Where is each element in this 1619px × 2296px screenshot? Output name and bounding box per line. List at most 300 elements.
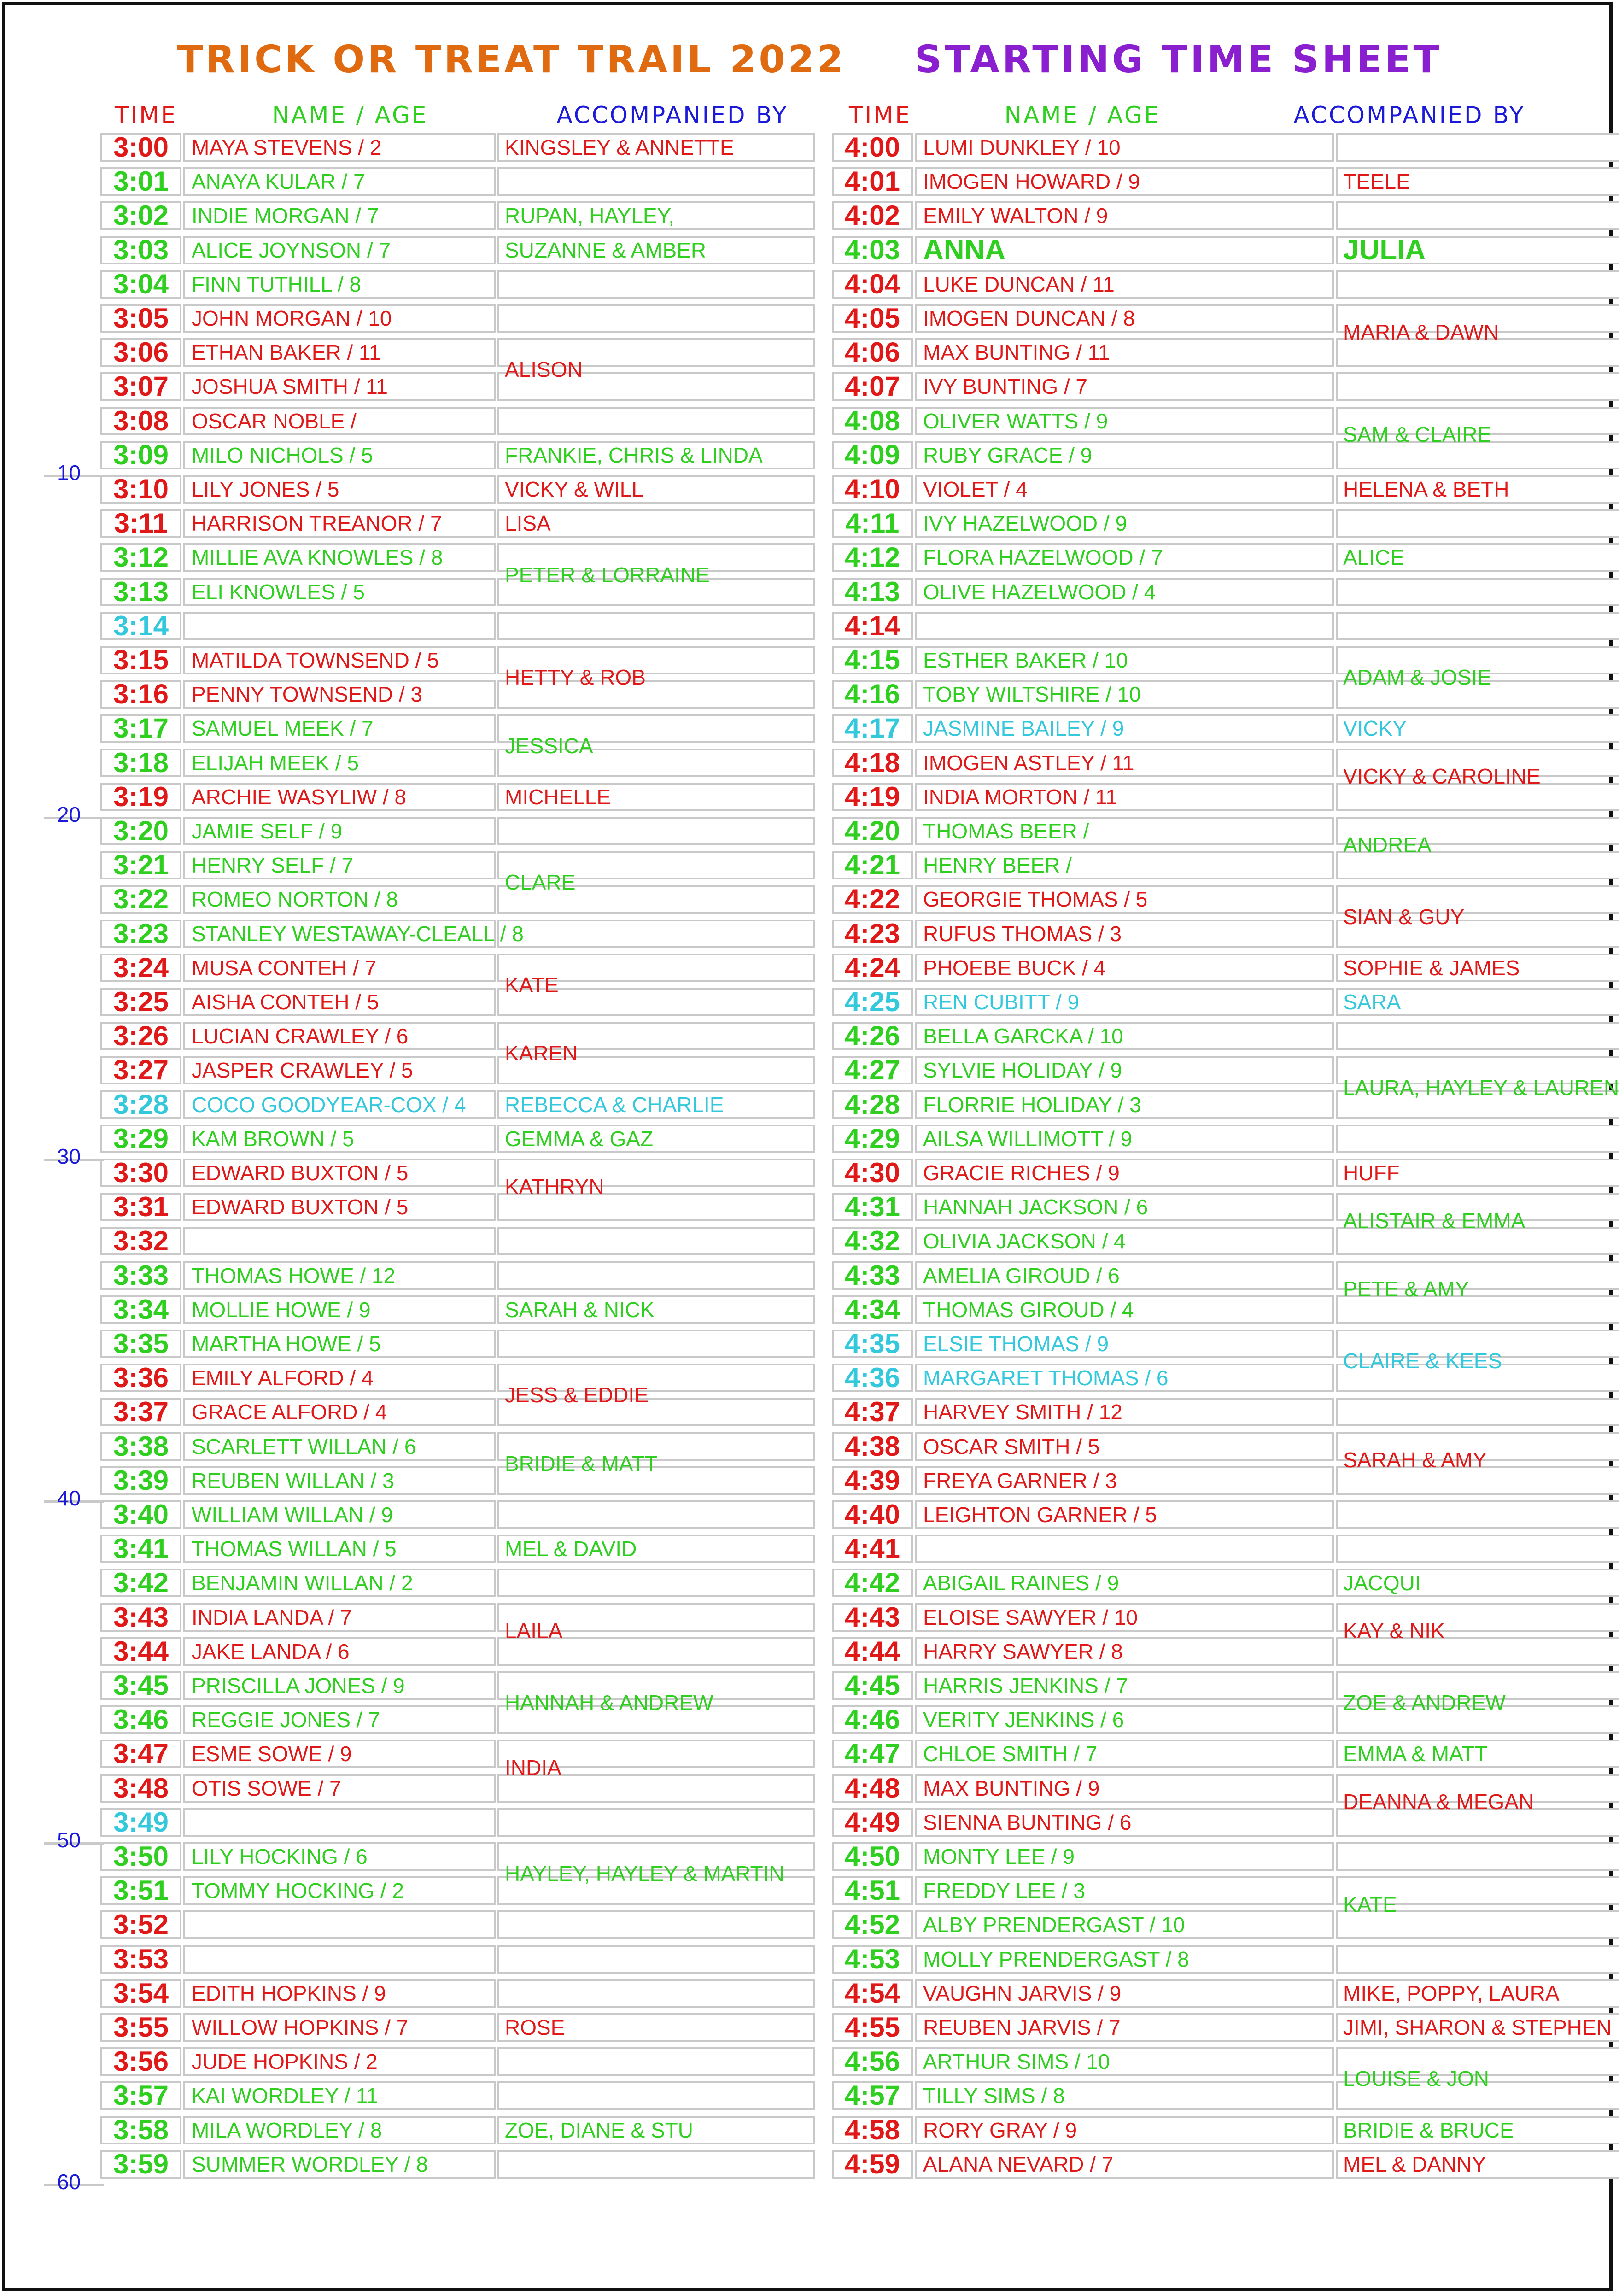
left-start-time: 3:12 [113,542,169,573]
left-accompanied-by: LISA [505,511,551,536]
left-participant-name: MARTHA HOWE / 5 [192,1332,381,1356]
right-participant-name: ELSIE THOMAS / 9 [923,1332,1109,1356]
right-table-row [100,575,1619,609]
right-start-time: 4:27 [844,1054,900,1086]
left-participant-name: JAMIE SELF / 9 [192,819,343,843]
left-start-time: 3:54 [113,1977,169,2009]
right-accompanied-by: ZOE & ANDREW [1343,1691,1506,1715]
left-participant-name: ETHAN BAKER / 11 [192,340,381,365]
left-start-time: 3:02 [113,200,169,231]
left-accompanied-by: MICHELLE [505,785,611,809]
left-start-time: 3:21 [113,849,169,881]
right-participant-name: MOLLY PRENDERGAST / 8 [923,1947,1189,1971]
right-acc-cell [1336,372,1619,401]
right-acc-cell [1336,1125,1619,1153]
left-start-time: 3:42 [113,1567,169,1599]
right-participant-name: VIOLET / 4 [923,477,1028,501]
left-participant-name: HENRY SELF / 7 [192,853,354,878]
right-accompanied-by: ALICE [1343,545,1404,570]
right-participant-name: TILLY SIMS / 8 [923,2084,1065,2108]
right-participant-name: HARRIS JENKINS / 7 [923,1674,1128,1698]
right-accompanied-by: MARIA & DAWN [1343,320,1499,344]
left-start-time: 3:15 [113,644,169,675]
right-accompanied-by: ANDREA [1343,832,1432,857]
left-start-time: 3:52 [113,1909,169,1940]
header-accompanied-right: ACCOMPANIED BY [1293,102,1525,129]
right-start-time: 4:37 [844,1396,900,1428]
left-start-time: 3:31 [113,1191,169,1223]
right-table-row [100,609,1619,643]
right-participant-name: CHLOE SMITH / 7 [923,1742,1098,1766]
left-participant-name: EMILY ALFORD / 4 [192,1366,374,1390]
left-participant-name: INDIA LANDA / 7 [192,1605,352,1629]
left-participant-name: AISHA CONTEH / 5 [192,990,379,1014]
right-start-time: 4:54 [844,1977,900,2009]
left-participant-name: PENNY TOWNSEND / 3 [192,682,423,707]
left-participant-name: KAM BROWN / 5 [192,1126,354,1151]
header-name-right: NAME / AGE [1004,102,1161,129]
left-accompanied-by: LAILA [505,1619,563,1643]
right-accompanied-by: JIMI, SHARON & STEPHEN [1343,2015,1612,2039]
left-participant-name: JAKE LANDA / 6 [192,1639,350,1663]
title-trail-name: TRICK OR TREAT TRAIL 2022 [177,38,846,82]
right-table-row [100,130,1619,164]
right-participant-name: FLORA HAZELWOOD / 7 [923,545,1163,570]
left-start-time: 3:58 [113,2114,169,2145]
right-participant-name: MARGARET THOMAS / 6 [923,1366,1169,1390]
left-start-time: 3:04 [113,268,169,299]
right-start-time: 4:08 [844,405,900,436]
right-participant-name: HARVEY SMITH / 12 [923,1400,1122,1424]
right-start-time: 4:48 [844,1772,900,1804]
left-start-time: 3:05 [113,303,169,334]
left-participant-name: JOSHUA SMITH / 11 [192,375,388,399]
right-start-time: 4:46 [844,1704,900,1735]
left-start-time: 3:13 [113,576,169,607]
left-start-time: 3:30 [113,1157,169,1188]
left-start-time: 3:37 [113,1396,169,1428]
right-start-time: 4:47 [844,1738,900,1769]
left-start-time: 3:17 [113,713,169,744]
right-start-time: 4:51 [844,1875,900,1906]
right-participant-name: VAUGHN JARVIS / 9 [923,1981,1122,2005]
right-participant-name: OLIVER WATTS / 9 [923,409,1108,433]
left-participant-name: WILLOW HOPKINS / 7 [192,2015,409,2039]
right-participant-name: LUMI DUNKLEY / 10 [923,135,1121,159]
left-start-time: 3:34 [113,1294,169,1325]
ruler-minute-label: 50 [57,1828,81,1852]
right-accompanied-by: MEL & DANNY [1343,2152,1486,2176]
right-participant-name: MAX BUNTING / 9 [923,1776,1100,1800]
right-participant-name: ESTHER BAKER / 10 [923,648,1128,672]
right-accompanied-by: PETE & AMY [1343,1277,1469,1301]
left-start-time: 3:35 [113,1328,169,1359]
right-start-time: 4:43 [844,1601,900,1633]
right-acc-cell [1336,612,1619,640]
left-accompanied-by: ROSE [505,2015,565,2039]
right-participant-name: SIENNA BUNTING / 6 [923,1810,1132,1834]
right-start-time: 4:30 [844,1157,900,1188]
left-participant-name: LUCIAN CRAWLEY / 6 [192,1024,409,1048]
right-start-time: 4:13 [844,576,900,607]
right-accompanied-by: ADAM & JOSIE [1343,665,1492,690]
left-start-time: 3:09 [113,439,169,470]
left-participant-name: LILY JONES / 5 [192,477,339,501]
right-start-time: 4:42 [844,1567,900,1599]
left-start-time: 3:47 [113,1738,169,1769]
left-start-time: 3:39 [113,1464,169,1496]
left-accompanied-by: KINGSLEY & ANNETTE [505,135,734,159]
left-participant-name: MATILDA TOWNSEND / 5 [192,648,439,672]
left-start-time: 3:50 [113,1841,169,1872]
left-participant-name: KAI WORDLEY / 11 [192,2084,378,2108]
right-accompanied-by: SIAN & GUY [1343,904,1465,929]
right-start-time: 4:25 [844,986,900,1017]
right-start-time: 4:29 [844,1123,900,1154]
left-accompanied-by: ZOE, DIANE & STU [505,2118,693,2142]
left-accompanied-by: HAYLEY, HAYLEY & MARTIN [505,1862,784,1886]
right-start-time: 4:28 [844,1089,900,1120]
right-start-time: 4:06 [844,337,900,368]
left-participant-name: ANAYA KULAR / 7 [192,170,365,194]
left-accompanied-by: VICKY & WILL [505,477,643,501]
left-start-time: 3:56 [113,2046,169,2077]
left-start-time: 3:20 [113,815,169,846]
left-participant-name: OTIS SOWE / 7 [192,1776,341,1800]
right-start-time: 4:20 [844,815,900,846]
right-accompanied-by: JULIA [1343,234,1426,266]
right-participant-name: BELLA GARCKA / 10 [923,1024,1123,1048]
right-acc-cell [1336,270,1619,299]
right-accompanied-by: SOPHIE & JAMES [1343,955,1520,980]
left-start-time: 3:33 [113,1259,169,1291]
left-participant-name: EDITH HOPKINS / 9 [192,1981,386,2005]
left-accompanied-by: REBECCA & CHARLIE [505,1092,724,1117]
right-participant-name: IMOGEN ASTLEY / 11 [923,750,1134,775]
right-participant-name: ANNA [923,234,1006,266]
right-participant-name: EMILY WALTON / 9 [923,204,1108,228]
right-participant-name: RORY GRAY / 9 [923,2118,1077,2142]
left-participant-name: THOMAS WILLAN / 5 [192,1537,397,1561]
left-participant-name: ROMEO NORTON / 8 [192,887,398,912]
right-participant-name: IMOGEN DUNCAN / 8 [923,306,1135,330]
right-participant-name: FLORRIE HOLIDAY / 3 [923,1092,1141,1117]
right-start-time: 4:38 [844,1430,900,1462]
left-participant-name: THOMAS HOWE / 12 [192,1263,396,1288]
right-accompanied-by: SARA [1343,990,1401,1014]
right-start-time: 4:41 [844,1533,900,1564]
ruler-minute-label: 40 [57,1486,81,1511]
right-participant-name: RUFUS THOMAS / 3 [923,921,1122,946]
left-accompanied-by: KAREN [505,1041,578,1066]
right-participant-name: FREYA GARNER / 3 [923,1468,1117,1493]
left-accompanied-by: BRIDIE & MATT [505,1451,658,1476]
left-start-time: 3:44 [113,1635,169,1667]
left-start-time: 3:51 [113,1875,169,1906]
right-start-time: 4:01 [844,166,900,197]
right-start-time: 4:35 [844,1328,900,1359]
left-participant-name: MUSA CONTEH / 7 [192,955,377,980]
ruler-minute-label: 30 [57,1144,81,1169]
right-participant-name: JASMINE BAILEY / 9 [923,716,1124,741]
right-table-row [100,1498,1619,1532]
right-start-time: 4:12 [844,542,900,573]
right-participant-name: MAX BUNTING / 11 [923,340,1110,365]
right-start-time: 4:04 [844,268,900,299]
right-acc-cell [1336,1842,1619,1871]
left-accompanied-by: JESS & EDDIE [505,1383,649,1407]
left-start-time: 3:27 [113,1054,169,1086]
right-accompanied-by: VICKY [1343,716,1407,741]
right-participant-name: OLIVE HAZELWOOD / 4 [923,580,1156,604]
right-acc-cell [1336,1500,1619,1529]
right-participant-name: HENRY BEER / [923,853,1072,878]
right-table-row [100,1395,1619,1429]
right-start-time: 4:03 [844,234,900,265]
right-start-time: 4:52 [844,1909,900,1940]
left-participant-name: OSCAR NOBLE / [192,409,357,433]
left-participant-name: SAMUEL MEEK / 7 [192,716,374,741]
right-accompanied-by: BRIDIE & BRUCE [1343,2118,1514,2142]
right-participant-name: REN CUBITT / 9 [923,990,1080,1014]
right-accompanied-by: TEELE [1343,170,1410,194]
right-start-time: 4:23 [844,918,900,949]
left-participant-name: MILO NICHOLS / 5 [192,443,373,467]
right-start-time: 4:22 [844,884,900,915]
right-acc-cell [1336,201,1619,230]
right-start-time: 4:36 [844,1362,900,1394]
right-participant-name: MONTY LEE / 9 [923,1845,1075,1868]
right-accompanied-by: ALISTAIR & EMMA [1343,1208,1525,1233]
right-participant-name: RUBY GRACE / 9 [923,443,1093,467]
left-participant-name: MOLLIE HOWE / 9 [192,1297,371,1322]
left-start-time: 3:55 [113,2012,169,2043]
right-accompanied-by: KAY & NIK [1343,1619,1445,1643]
left-start-time: 3:36 [113,1362,169,1394]
header-time-right: TIME [848,102,912,129]
left-accompanied-by: HANNAH & ANDREW [505,1691,713,1715]
left-start-time: 3:29 [113,1123,169,1154]
right-table-row [100,267,1619,301]
right-participant-name: ARTHUR SIMS / 10 [923,2050,1110,2074]
right-accompanied-by: HUFF [1343,1161,1400,1185]
right-participant-name: SYLVIE HOLIDAY / 9 [923,1058,1122,1083]
right-start-time: 4:53 [844,1943,900,1974]
left-accompanied-by: JESSICA [505,733,593,758]
left-participant-name: JUDE HOPKINS / 2 [192,2050,378,2074]
right-start-time: 4:18 [844,747,900,778]
right-table-row [100,1122,1619,1156]
right-participant-name: THOMAS BEER / [923,819,1089,843]
right-accompanied-by: DEANNA & MEGAN [1343,1790,1534,1814]
left-accompanied-by: GEMMA & GAZ [505,1126,654,1151]
right-participant-name: GEORGIE THOMAS / 5 [923,887,1148,912]
right-start-time: 4:50 [844,1841,900,1872]
left-start-time: 3:40 [113,1499,169,1530]
left-participant-name: LILY HOCKING / 6 [192,1845,368,1868]
right-participant-name: LUKE DUNCAN / 11 [923,272,1115,296]
right-start-time: 4:32 [844,1225,900,1257]
left-start-time: 3:43 [113,1601,169,1633]
left-start-time: 3:22 [113,884,169,915]
right-start-time: 4:11 [845,508,900,539]
right-participant-name: HARRY SAWYER / 8 [923,1639,1123,1663]
right-participant-name: LEIGHTON GARNER / 5 [923,1503,1157,1527]
right-name-cell [915,612,1334,640]
header-time-left: TIME [114,102,178,129]
left-start-time: 3:11 [114,508,168,539]
right-start-time: 4:49 [844,1806,900,1838]
right-participant-name: ALBY PRENDERGAST / 10 [923,1913,1185,1937]
right-accompanied-by: CLAIRE & KEES [1343,1349,1502,1373]
left-participant-name: INDIE MORGAN / 7 [192,204,379,228]
right-start-time: 4:39 [844,1464,900,1496]
left-start-time: 3:24 [113,952,169,983]
right-start-time: 4:59 [844,2148,900,2179]
left-participant-name: GRACE ALFORD / 4 [192,1400,387,1424]
left-start-time: 3:26 [113,1020,169,1052]
page-title [0,28,1619,92]
left-participant-name: ESME SOWE / 9 [192,1742,352,1766]
right-start-time: 4:17 [844,713,900,744]
left-participant-name: ELIJAH MEEK / 5 [192,750,359,775]
left-start-time: 3:16 [113,679,169,710]
right-participant-name: OSCAR SMITH / 5 [923,1434,1100,1458]
left-accompanied-by: INDIA [505,1756,561,1780]
left-participant-name: MILLIE AVA KNOWLES / 8 [192,545,443,570]
right-participant-name: IVY HAZELWOOD / 9 [923,511,1128,536]
left-participant-name: COCO GOODYEAR-COX / 4 [192,1092,466,1117]
right-acc-cell [1336,133,1619,162]
left-start-time: 3:10 [113,474,169,504]
right-accompanied-by: LAURA, HAYLEY & LAUREN [1343,1075,1619,1100]
ruler-minute-label: 60 [57,2170,81,2194]
right-acc-cell [1336,1535,1619,1563]
right-start-time: 4:02 [844,200,900,231]
right-acc-cell [1336,1022,1619,1050]
left-accompanied-by: CLARE [505,870,576,895]
left-accompanied-by: PETER & LORRAINE [505,562,710,587]
right-start-time: 4:09 [844,439,900,470]
ruler-minute-label: 10 [57,461,81,485]
right-table-row [100,1019,1619,1053]
left-start-time: 3:25 [113,986,169,1017]
right-acc-cell [1336,1398,1619,1426]
left-start-time: 3:23 [113,918,169,949]
left-start-time: 3:41 [113,1533,169,1564]
left-accompanied-by: RUPAN, HAYLEY, [505,204,675,228]
left-participant-name: WILLIAM WILLAN / 9 [192,1503,393,1527]
right-accompanied-by: LOUISE & JON [1343,2067,1489,2091]
right-start-time: 4:24 [844,952,900,983]
right-start-time: 4:15 [844,644,900,675]
left-start-time: 3:01 [113,166,169,197]
right-start-time: 4:05 [844,303,900,334]
right-start-time: 4:45 [844,1670,900,1701]
left-participant-name: STANLEY WESTAWAY-CLEALL / 8 [192,921,524,946]
right-name-cell [915,1535,1334,1563]
right-start-time: 4:10 [844,474,900,504]
right-table-row [100,1942,1619,1976]
right-table-row [100,1839,1619,1874]
right-table-row [100,199,1619,233]
left-participant-name: FINN TUTHILL / 8 [192,272,362,296]
left-start-time: 3:14 [113,610,169,641]
right-table-row [100,506,1619,540]
left-start-time: 3:03 [113,234,169,265]
left-start-time: 3:32 [113,1225,169,1257]
left-start-time: 3:59 [113,2148,169,2179]
left-start-time: 3:08 [113,405,169,436]
left-participant-name: EDWARD BUXTON / 5 [192,1161,409,1185]
right-accompanied-by: HELENA & BETH [1343,477,1509,501]
left-participant-name: HARRISON TREANOR / 7 [192,511,442,536]
left-participant-name: REUBEN WILLAN / 3 [192,1468,394,1493]
right-start-time: 4:44 [844,1635,900,1667]
right-participant-name: IMOGEN HOWARD / 9 [923,170,1140,194]
right-start-time: 4:21 [844,849,900,881]
left-start-time: 3:38 [113,1430,169,1462]
header-accompanied-left: ACCOMPANIED BY [556,102,789,129]
right-table-row [100,1532,1619,1566]
left-accompanied-by: FRANKIE, CHRIS & LINDA [505,443,763,467]
right-start-time: 4:34 [844,1294,900,1325]
left-start-time: 3:06 [113,337,169,368]
right-accompanied-by: SAM & CLAIRE [1343,422,1492,447]
left-accompanied-by: KATHRYN [505,1174,604,1199]
right-accompanied-by: EMMA & MATT [1343,1742,1488,1766]
left-start-time: 3:48 [113,1772,169,1804]
right-accompanied-by: MIKE, POPPY, LAURA [1343,1981,1560,2005]
left-accompanied-by: MEL & DAVID [505,1537,637,1561]
right-start-time: 4:31 [844,1191,900,1223]
left-accompanied-by: KATE [505,972,559,997]
right-start-time: 4:56 [844,2046,900,2077]
ruler-minute-label: 20 [57,802,81,827]
left-start-time: 3:57 [113,2080,169,2111]
right-start-time: 4:40 [844,1499,900,1530]
right-participant-name: ABIGAIL RAINES / 9 [923,1571,1119,1595]
right-participant-name: OLIVIA JACKSON / 4 [923,1229,1126,1253]
left-accompanied-by: HETTY & ROB [505,665,646,690]
right-start-time: 4:14 [844,610,900,641]
right-participant-name: PHOEBE BUCK / 4 [923,955,1106,980]
left-start-time: 3:53 [113,1943,169,1974]
right-participant-name: HANNAH JACKSON / 6 [923,1195,1148,1219]
left-start-time: 3:49 [113,1806,169,1838]
right-start-time: 4:58 [844,2114,900,2145]
left-participant-name: EDWARD BUXTON / 5 [192,1195,409,1219]
left-start-time: 3:28 [113,1089,169,1120]
header-name-left: NAME / AGE [272,102,428,129]
right-start-time: 4:16 [844,679,900,710]
left-participant-name: ALICE JOYNSON / 7 [192,238,391,262]
right-acc-cell [1336,1945,1619,1974]
right-acc-cell [1336,578,1619,606]
right-participant-name: THOMAS GIROUD / 4 [923,1297,1134,1322]
right-table-row [100,369,1619,404]
left-accompanied-by: SARAH & NICK [505,1297,655,1322]
left-start-time: 3:07 [113,371,169,402]
left-participant-name: TOMMY HOCKING / 2 [192,1879,404,1903]
left-start-time: 3:18 [113,747,169,778]
right-accompanied-by: SARAH & AMY [1343,1448,1487,1472]
left-accompanied-by: ALISON [505,357,583,382]
left-participant-name: JOHN MORGAN / 10 [192,306,392,330]
right-participant-name: AMELIA GIROUD / 6 [923,1263,1120,1288]
right-start-time: 4:19 [844,781,900,812]
right-start-time: 4:57 [844,2080,900,2111]
